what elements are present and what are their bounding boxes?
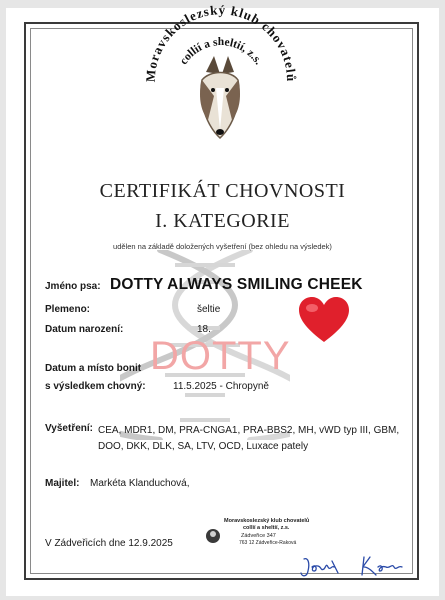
svg-text:collií a sheltií, z.s.: collií a sheltií, z.s. (177, 36, 265, 67)
stamp-line-3: Zádveřice 347 (241, 533, 276, 539)
dotty-watermark: DOTTY (150, 334, 291, 378)
stamp-line-2: collií a sheltií, z.s. (243, 525, 290, 531)
exams-value: CEA, MDR1, DM, PRA-CNGA1, PRA-BBS2, MH, vWD typ III, GBM, DOO, DKK, DLK, SA, LTV, OCD, Luxace pately (98, 425, 400, 452)
collie-head-icon (200, 56, 240, 138)
certificate-category: I. KATEGORIE (155, 210, 290, 232)
club-seal-logo (136, 0, 306, 170)
birth-date-label: Datum narození: (45, 324, 124, 335)
stamp-line-1: Moravskoslezský klub chovatelů (224, 518, 310, 524)
heart-icon (298, 296, 350, 344)
bonitation-value: 11.5.2025 - Chropyně (173, 381, 269, 392)
certificate-subtitle: udělen na základě doložených vyšetření (bez ohledu na výsledek) (113, 242, 332, 251)
breed-label: Plemeno: (45, 304, 91, 315)
svg-text:Moravskoslezský klub chovatelů: Moravskoslezský klub chovatelů (142, 2, 300, 83)
name-label: Jméno psa: (45, 281, 101, 292)
stamp-dog-icon (206, 529, 220, 543)
owner-label: Majitel: (45, 478, 80, 489)
club-stamp (205, 514, 310, 554)
breed-value: šeltie (197, 304, 221, 315)
bonitation-label-line1: Datum a místo bonit (45, 363, 142, 374)
bonitation-label-line2: s výsledkem chovný: (45, 381, 146, 392)
place-and-date: V Zádveřicích dne 12.9.2025 (45, 538, 173, 549)
certificate-title: CERTIFIKÁT CHOVNOSTI (99, 180, 346, 202)
heart-shape (299, 297, 349, 342)
stamp-line-4: 763 12 Zádveřice-Raková (239, 540, 297, 546)
dog-name-value: DOTTY ALWAYS SMILING CHEEK (110, 276, 363, 293)
birth-date-value: 18. (197, 324, 211, 335)
owner-value: Markéta Klanduchová, (90, 478, 190, 489)
handwritten-signature (298, 553, 408, 583)
exams-label: Vyšetření: (45, 423, 93, 434)
